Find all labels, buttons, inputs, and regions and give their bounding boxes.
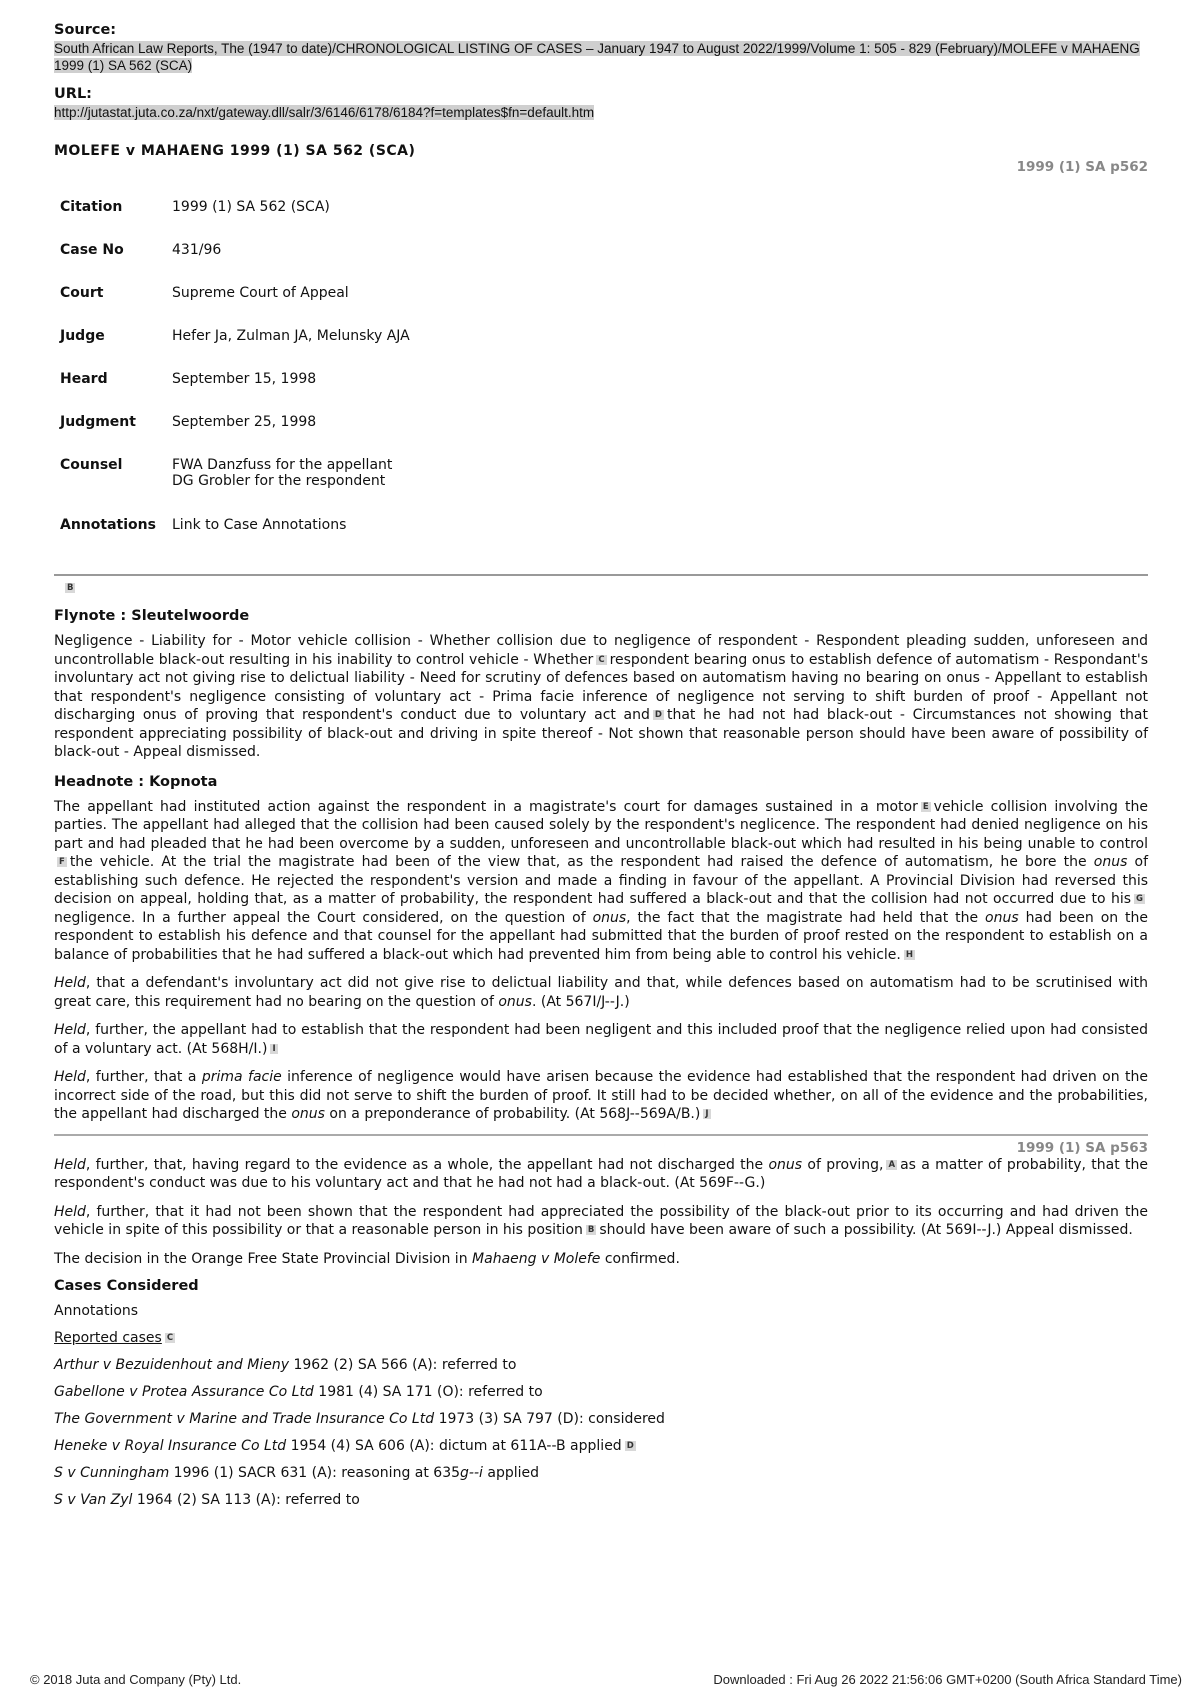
meta-key: Heard <box>60 371 108 387</box>
margin-letter-d2: D <box>626 1440 634 1451</box>
download-timestamp: Downloaded : Fri Aug 26 2022 21:56:06 GMT+0200 (South Africa Standard Time) <box>713 1672 1182 1687</box>
url-block <box>54 86 1148 121</box>
case-title: MOLEFE v MAHAENG 1999 (1) SA 562 (SCA) <box>54 143 416 159</box>
document-page <box>54 22 1148 1518</box>
margin-letter-d: D <box>654 710 662 720</box>
margin-letter-e: E <box>922 801 929 812</box>
case-item: S v Cunningham 1996 (1) SACR 631 (A): reasoning at 635g--i applied <box>54 1464 539 1481</box>
page-break-divider <box>54 1134 1148 1136</box>
case-item: Heneke v Royal Insurance Co Ltd 1954 (4) SA 606 (A): dictum at 611A--B applied D <box>54 1437 634 1454</box>
meta-key: Case No <box>60 242 124 258</box>
meta-row-court <box>60 285 410 328</box>
meta-row-judgment <box>60 414 410 457</box>
headnote-paragraph-7: The decision in the Orange Free State Provincial Division in Mahaeng v Molefe confirmed. <box>54 1250 680 1267</box>
section-divider <box>54 574 1148 576</box>
meta-value: September 25, 1998 <box>172 414 317 430</box>
meta-key: Court <box>60 285 104 301</box>
margin-letter-h: H <box>905 949 913 960</box>
meta-key: Citation <box>60 199 123 215</box>
copyright-text: © 2018 Juta and Company (Pty) Ltd. <box>30 1672 242 1687</box>
source-label: Source: <box>54 22 117 38</box>
margin-letter-a: A <box>888 1159 896 1170</box>
reported-cases-link[interactable]: Reported cases <box>54 1329 162 1346</box>
meta-key: Counsel <box>60 457 123 473</box>
headnote-paragraph-4: Held, further, that a prima facie inference of negligence would have arisen because the evidence had established that the respondent had driven on the incorrect side of the road, but this did not serve to shift the burden of proof. It still had to be decided whether, on all of the evidence and the probabilities, the appellant had discharged the onus on a preponderance of probability. (At 568J--569A/B.) J <box>54 1069 1148 1122</box>
cases-heading: Cases Considered <box>54 1277 199 1294</box>
case-item: Gabellone v Protea Assurance Co Ltd 1981 (4) SA 171 (O): referred to <box>54 1383 543 1400</box>
meta-key: Annotations <box>60 517 156 533</box>
meta-row-citation <box>60 199 410 242</box>
meta-row-judge <box>60 328 410 371</box>
margin-letter-f: F <box>59 857 65 867</box>
reported-cases-row <box>54 1329 1148 1347</box>
source-block <box>54 22 1148 74</box>
page-footer <box>30 1672 1182 1687</box>
headnote-paragraph-5: Held, further, that, having regard to the evidence as a whole, the appellant had not discharged the onus of proving, A as a matter of probability, that the respondent's conduct was due to his voluntary act and that he had not had a black-out. (At 569F--G.) <box>54 1156 1149 1191</box>
headnote-heading: Headnote : Kopnota <box>54 773 218 790</box>
counsel-appellant: FWA Danzfuss for the appellant <box>172 457 393 473</box>
case-item: Arthur v Bezuidenhout and Mieny 1962 (2) SA 566 (A): referred to <box>54 1356 517 1373</box>
meta-value: 1999 (1) SA 562 (SCA) <box>172 199 330 215</box>
meta-row-case-no <box>60 242 410 285</box>
meta-value: 431/96 <box>172 242 222 258</box>
page-reference-2: 1999 (1) SA p563 <box>1016 1139 1148 1156</box>
counsel-respondent: DG Grobler for the respondent <box>172 473 386 489</box>
source-path: South African Law Reports, The (1947 to date)/CHRONOLOGICAL LISTING OF CASES – January 1947 to August 2022/1999/Volume 1: 505 - 829 (February)/MOLEFE v MAHAENG 1999 (1) SA 562 (SCA) <box>54 41 1140 73</box>
headnote-paragraph-2: Held, that a defendant's involuntary act did not give rise to delictual liability and that, while defences based on automatism had to be scrutinised with great care, this requirement had no bearing on the question of onus. (At 567I/J--J.) <box>54 975 1148 1010</box>
meta-value: September 15, 1998 <box>172 371 317 387</box>
headnote-paragraph-1: The appellant had instituted action against the respondent in a magistrate's court for damages sustained in a motor E vehicle collision involving the parties. The appellant had alleged that the collision had been caused solely by the respondent's neglicence. The respondent had denied negligence on his part and had pleaded that he had been overcome by a sudden, unforeseen and uncontrollable black-out which had resulted in his being unable to controlF the vehicle. At the trial the magistrate had been of the view that, as the respondent had raised the defence of automatism, he bore the onus of establishing such defence. He rejected the respondent's version and made a finding in favour of the appellant. A Provincial Division had reversed this decision on appeal, holding that, as a matter of probability, the respondent had suffered a black-out and that the collision had not occurred due to his Gnegligence. In a further appeal the Court considered, on the question of onus, the fact that the magistrate had held that the onus had been on the respondent to establish his defence and that counsel for the appellant had submitted that the burden of proof rested on the respondent to establish on a balance of probabilities that he had suffered a black-out which had prevented him from being able to control his vehicle. H <box>54 798 1149 963</box>
meta-value <box>172 457 410 517</box>
headnote-paragraph-6: Held, further, that it had not been shown that the respondent had appreciated the possibility of the black-out prior to its occurring and had driven the vehicle in spite of this possibility or that a reasonable person in his position B should have been aware of such a possibility. (At 569I--J.) Appeal dismissed. <box>54 1203 1148 1238</box>
margin-letter-j: J <box>705 1109 709 1119</box>
meta-value: Supreme Court of Appeal <box>172 285 349 301</box>
flynote-text: Negligence - Liability for - Motor vehicle collision - Whether collision due to negligence of respondent - Respondent pleading sudden, unforeseen and uncontrollable black-out resulting in his inability to control vehicle - Whether C respondent bearing onus to establish defence of automatism - Respondant's involuntary act not giving rise to delictual liability - Need for scrutiny of defences based on automatism having no bearing on onus - Appellant to establish that respondent's negligence consisting of voluntary act - Prima facie inference of negligence not serving to shift burden of proof - Appellant not discharging onus of proving that respondent's conduct due to voluntary act and D that he had not had black-out - Circumstances not showing that respondent appreciating possibility of black-out and driving in spite thereof - Not shown that reasonable person should have been aware of possibility of black-out - Appeal dismissed. <box>54 633 1148 760</box>
case-item: The Government v Marine and Trade Insurance Co Ltd 1973 (3) SA 797 (D): considered <box>54 1410 665 1427</box>
meta-row-counsel <box>60 457 410 517</box>
margin-letter-b: B <box>67 583 74 593</box>
annotations-link[interactable]: Link to Case Annotations <box>172 517 347 533</box>
meta-row-annotations <box>60 517 410 560</box>
case-item: S v Van Zyl 1964 (2) SA 113 (A): referred to <box>54 1491 360 1508</box>
margin-letter-g: G <box>1136 894 1143 904</box>
cases-annotations-label: Annotations <box>54 1302 139 1319</box>
url-label: URL: <box>54 86 92 102</box>
margin-letter-c: C <box>598 654 605 665</box>
headnote-paragraph-3: Held, further, the appellant had to establish that the respondent had been negligent and this included proof that the negligence relied upon had consisted of a voluntary act. (At 568H/I.) I <box>54 1022 1148 1057</box>
margin-letter-b2: B <box>587 1225 595 1235</box>
meta-key: Judge <box>60 328 105 344</box>
meta-key: Judgment <box>60 414 136 430</box>
case-metadata-table <box>60 199 410 560</box>
flynote-heading: Flynote : Sleutelwoorde <box>54 608 250 624</box>
meta-value: Hefer Ja, Zulman JA, Melunsky AJA <box>172 328 410 344</box>
margin-letter-c2: C <box>166 1332 174 1343</box>
page-reference: 1999 (1) SA p562 <box>1016 159 1148 175</box>
meta-row-heard <box>60 371 410 414</box>
cases-considered <box>54 1278 1148 1509</box>
url-link[interactable]: http://jutastat.juta.co.za/nxt/gateway.dll/salr/3/6146/6178/6184?f=templates$fn=default.htm <box>54 105 595 120</box>
margin-letter-i: I <box>272 1043 276 1054</box>
